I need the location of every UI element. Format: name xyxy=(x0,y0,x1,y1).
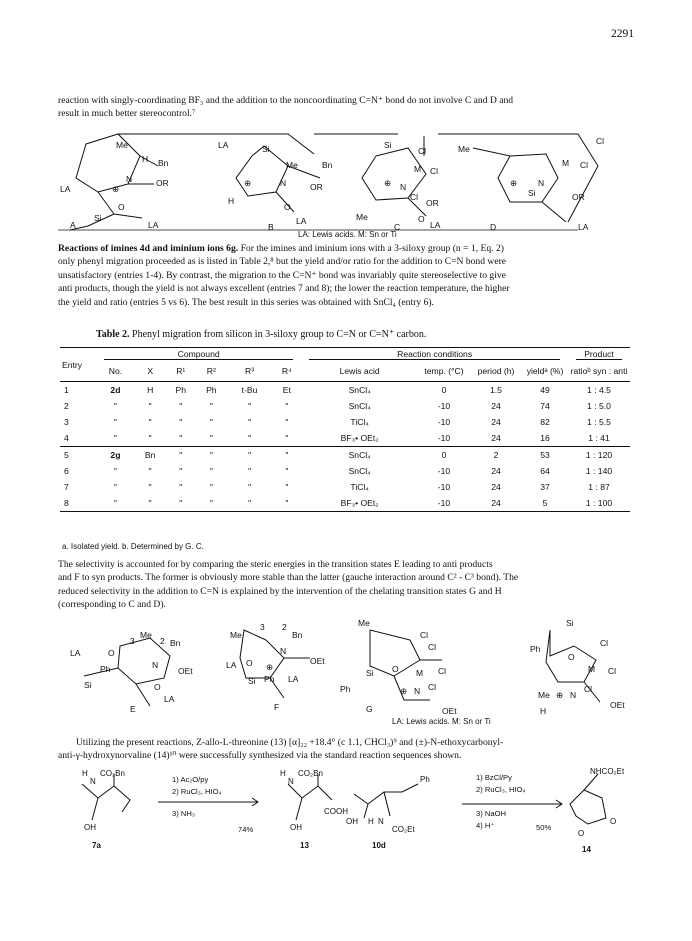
svg-text:OH: OH xyxy=(346,817,358,826)
table-cell: 7 xyxy=(64,482,69,492)
col-header-temp: temp. (°C) xyxy=(424,366,464,376)
svg-text:⊕: ⊕ xyxy=(384,178,392,188)
col-header-lewis-acid: Lewis acid xyxy=(339,366,380,376)
svg-text:Cl: Cl xyxy=(438,666,447,676)
svg-text:O: O xyxy=(108,648,115,658)
group-header-compound: Compound xyxy=(96,348,301,362)
svg-text:LA: LA xyxy=(70,648,81,658)
scheme2-legend: LA: Lewis acids. M: Sn or Ti xyxy=(392,717,491,726)
table-cell: SnCl₄ xyxy=(348,466,371,476)
svg-text:Cl: Cl xyxy=(608,666,617,676)
table-cell: 64 xyxy=(540,466,550,476)
svg-text:M: M xyxy=(416,668,424,678)
table-cell: ″ xyxy=(179,450,183,460)
table-cell: 3 xyxy=(64,417,69,427)
table-cell: 1 xyxy=(64,385,69,395)
text-line: result in much better stereocontrol.⁷ xyxy=(58,108,196,120)
table-cell: ″ xyxy=(148,498,152,508)
ratio-anti: 87 xyxy=(600,482,610,492)
step-text: 4) H⁺ xyxy=(476,821,495,830)
table-cell: 24 xyxy=(491,498,501,508)
compound-label-7a: 7a xyxy=(92,841,101,850)
svg-text:LA: LA xyxy=(578,222,589,232)
ratio-syn: 1 xyxy=(587,401,592,411)
svg-text:Cl: Cl xyxy=(410,192,419,202)
svg-text:O: O xyxy=(610,817,617,826)
table-cell-ratio xyxy=(568,463,630,479)
svg-text:OEt: OEt xyxy=(178,666,193,676)
ratio-separator: : xyxy=(591,401,599,411)
svg-text:Me: Me xyxy=(358,618,370,628)
step-text: 1) Ac₂O/py xyxy=(172,775,209,784)
ratio-syn: 1 xyxy=(588,433,594,443)
svg-text:H: H xyxy=(368,817,374,826)
table-cell: 82 xyxy=(540,417,550,427)
table-cell: 24 xyxy=(491,466,501,476)
table-cell: ″ xyxy=(285,466,289,476)
svg-text:Ph: Ph xyxy=(530,644,541,654)
ratio-separator: : xyxy=(593,433,601,443)
table-cell: 2 xyxy=(64,401,69,411)
text-line: only phenyl migration proceeded as is listed in Table 2,⁸ but the yield and/or ratio for the addition to C=N bond were xyxy=(58,256,507,268)
table-cell: -10 xyxy=(437,433,451,443)
page-number: 2291 xyxy=(611,28,634,40)
svg-text:Si: Si xyxy=(384,140,392,150)
table-cell: ″ xyxy=(285,433,289,443)
svg-text:Si: Si xyxy=(94,213,102,223)
svg-text:N: N xyxy=(570,690,577,700)
svg-text:Ph: Ph xyxy=(420,775,430,784)
ratio-anti: 120 xyxy=(597,450,613,460)
svg-text:H: H xyxy=(540,706,547,716)
svg-text:O: O xyxy=(284,202,291,212)
svg-text:Bn: Bn xyxy=(158,158,169,168)
step-text: 2) RuCl₃, HIO₄ xyxy=(172,787,222,796)
svg-text:N: N xyxy=(378,817,384,826)
svg-text:N: N xyxy=(152,660,159,670)
text-line: Utilizing the present reactions, Z-allo-L-threonine (13) [α]₂₂ +18.4° (c 1.1, CHCl₃)⁹ and (±)-N-ethoxycarbonyl- xyxy=(76,737,504,748)
step-text: 2) RuCl₃, HIO₄ xyxy=(476,785,526,794)
svg-text:OR: OR xyxy=(426,198,439,208)
table-cell: 0 xyxy=(441,385,447,395)
ratio-separator: : xyxy=(593,482,601,492)
step-text: 1) BzCl/Py xyxy=(476,773,512,782)
svg-text:Cl: Cl xyxy=(430,166,439,176)
table-cell: BF₃• OEt₂ xyxy=(340,498,379,508)
table-cell: ″ xyxy=(248,401,252,411)
table-cell: ″ xyxy=(209,466,213,476)
svg-text:Me: Me xyxy=(286,160,298,170)
svg-text:Cl: Cl xyxy=(418,146,427,156)
table-caption xyxy=(96,329,426,340)
table-cell: 0 xyxy=(441,450,447,460)
table-cell: ″ xyxy=(209,482,213,492)
text-line: reduced selectivity in the addition to C=N is explained by the intervention of the chelating transition states G and H xyxy=(58,585,502,597)
table-cell: Bn xyxy=(144,450,156,460)
svg-text:⊕: ⊕ xyxy=(556,690,564,700)
table-cell: ″ xyxy=(179,401,183,411)
svg-text:LA: LA xyxy=(148,220,159,230)
table-cell-ratio xyxy=(568,414,630,430)
svg-text:Si: Si xyxy=(262,144,270,154)
table-cell: Ph xyxy=(206,385,217,395)
svg-text:H: H xyxy=(142,154,149,164)
svg-text:N: N xyxy=(414,686,421,696)
ratio-separator: : xyxy=(590,466,598,476)
ratio-separator: : xyxy=(591,417,599,427)
text-line: unsatisfactory (entries 1-4). By contrast, the migration to the C=N⁺ bond was invariably quite stereoselective to give xyxy=(58,269,506,281)
svg-text:Cl: Cl xyxy=(428,642,437,652)
svg-text:COOH: COOH xyxy=(324,807,348,816)
table-cell: ″ xyxy=(248,466,252,476)
table-cell: SnCl₄ xyxy=(348,450,371,460)
svg-text:LA: LA xyxy=(296,216,307,226)
svg-text:CO₂Bn: CO₂Bn xyxy=(100,769,125,778)
svg-text:O: O xyxy=(418,214,425,224)
ratio-separator: : xyxy=(590,498,598,508)
table-cell: TiCl₄ xyxy=(350,417,369,427)
svg-text:OR: OR xyxy=(310,182,323,192)
svg-text:M: M xyxy=(562,158,570,168)
svg-text:LA: LA xyxy=(430,220,441,230)
table-cell: 4 xyxy=(64,433,69,443)
table-cell: ″ xyxy=(179,417,183,427)
table-cell: 2 xyxy=(493,450,499,460)
col-header-no: No. xyxy=(108,366,123,376)
table-cell-ratio xyxy=(568,430,630,447)
svg-text:⊕: ⊕ xyxy=(400,686,408,696)
table-cell: ″ xyxy=(179,433,183,443)
svg-text:OR: OR xyxy=(572,192,585,202)
table-cell: ″ xyxy=(148,482,152,492)
paragraph-selectivity xyxy=(58,558,632,612)
svg-text:N: N xyxy=(280,646,287,656)
col-header-entry: Entry xyxy=(62,359,83,370)
table-cell-ratio xyxy=(568,495,630,512)
ratio-syn: 1 xyxy=(588,482,594,492)
scheme-synthesis xyxy=(62,764,630,876)
compound-label-14: 14 xyxy=(582,845,591,854)
svg-text:LA: LA xyxy=(164,694,175,704)
table-cell: ″ xyxy=(113,417,117,427)
table-row xyxy=(60,398,630,414)
svg-text:N: N xyxy=(90,777,96,786)
table-cell-ratio xyxy=(568,447,630,464)
table-row xyxy=(60,479,630,495)
table-footnote: a. Isolated yield. b. Determined by G. C. xyxy=(62,542,204,551)
table-cell: ″ xyxy=(148,401,152,411)
table-cell: ″ xyxy=(113,466,117,476)
svg-text:Me: Me xyxy=(140,630,152,640)
table-cell: BF₃• OEt₂ xyxy=(340,433,379,443)
table-cell: ″ xyxy=(179,498,183,508)
svg-text:LA: LA xyxy=(226,660,237,670)
table-cell: ″ xyxy=(148,433,152,443)
table-cell: -10 xyxy=(437,466,451,476)
ratio-separator: : xyxy=(591,385,599,395)
svg-text:⊕: ⊕ xyxy=(266,662,274,672)
svg-text:LA: LA xyxy=(288,674,299,684)
table-cell: ″ xyxy=(248,482,252,492)
svg-text:N: N xyxy=(126,174,133,184)
table-cell-ratio xyxy=(568,382,630,399)
table-cell: 24 xyxy=(491,401,501,411)
yield-label: 50% xyxy=(536,823,552,832)
table-cell: ″ xyxy=(285,482,289,492)
paragraph-reactions xyxy=(58,242,632,309)
table-cell: ″ xyxy=(248,433,252,443)
col-header-ratio: ratioᵇ syn : anti xyxy=(570,366,628,376)
table-cell: 5 xyxy=(64,450,69,460)
table-row xyxy=(60,414,630,430)
svg-text:E: E xyxy=(130,704,136,714)
table-cell: ″ xyxy=(209,450,213,460)
text-line: reaction with singly-coordinating BF₃ and the addition to the noncoordinating C=N⁺ bond do not involve C and D and xyxy=(58,95,514,106)
table-cell: t-Bu xyxy=(241,385,258,395)
svg-text:O: O xyxy=(246,658,253,668)
svg-text:OEt: OEt xyxy=(442,706,457,716)
ratio-syn: 1 xyxy=(585,450,591,460)
svg-text:NHCO₂Et: NHCO₂Et xyxy=(590,767,625,776)
svg-text:M: M xyxy=(588,664,596,674)
col-header-r2: R² xyxy=(206,366,216,376)
svg-text:O: O xyxy=(578,829,585,838)
paragraph-synthesis xyxy=(58,736,632,763)
table-row xyxy=(60,382,630,399)
group-header-conditions: Reaction conditions xyxy=(301,348,568,362)
svg-text:N: N xyxy=(400,182,407,192)
text-line: anti-γ-hydroxynorvaline (14)¹⁰ were successfully synthesized via the standard reaction sequences shown. xyxy=(58,750,462,762)
table-row xyxy=(60,447,630,464)
svg-text:2: 2 xyxy=(282,622,287,632)
table-cell: ″ xyxy=(285,417,289,427)
svg-text:Ph: Ph xyxy=(340,684,351,694)
svg-text:CO₂Bn: CO₂Bn xyxy=(298,769,323,778)
group-header-product: Product xyxy=(568,348,630,362)
svg-text:Ph: Ph xyxy=(264,674,275,684)
svg-text:N: N xyxy=(288,777,294,786)
table-cell: ″ xyxy=(148,466,152,476)
svg-text:⊕: ⊕ xyxy=(244,178,252,188)
svg-text:Si: Si xyxy=(248,676,256,686)
ratio-anti: 5.0 xyxy=(599,401,611,411)
table-cell: ″ xyxy=(285,450,289,460)
ratio-syn: 1 xyxy=(585,498,591,508)
table-row xyxy=(60,430,630,447)
table-cell: ″ xyxy=(248,417,252,427)
svg-text:Cl: Cl xyxy=(420,630,429,640)
svg-text:D: D xyxy=(490,222,497,232)
compound-label-10d: 10d xyxy=(372,841,386,850)
results-table xyxy=(60,347,630,512)
svg-text:LA: LA xyxy=(218,140,229,150)
text-line: The selectivity is accounted for by comparing the steric energies in the transition states E leading to anti products xyxy=(58,559,493,570)
ratio-syn: 1 xyxy=(585,466,591,476)
table-cell: ″ xyxy=(113,401,117,411)
col-header-x: X xyxy=(147,366,154,376)
table-cell: ″ xyxy=(209,417,213,427)
svg-text:F: F xyxy=(274,702,280,712)
table-cell: ″ xyxy=(113,498,117,508)
svg-text:Cl: Cl xyxy=(596,136,605,146)
step-text: 3) NaOH xyxy=(476,809,506,818)
step-text: 3) NH₃ xyxy=(172,809,195,818)
table-cell: H xyxy=(147,385,154,395)
scheme1-legend: LA: Lewis acids. M: Sn or Ti xyxy=(298,230,397,238)
svg-text:2: 2 xyxy=(160,636,165,646)
table-cell: SnCl₄ xyxy=(348,401,371,411)
table-cell: ″ xyxy=(285,498,289,508)
svg-text:O: O xyxy=(392,664,399,674)
table-cell: -10 xyxy=(437,417,451,427)
table-cell: 24 xyxy=(491,482,501,492)
svg-text:M: M xyxy=(414,164,422,174)
table-cell: 16 xyxy=(540,433,550,443)
table-cell: 8 xyxy=(64,498,69,508)
scheme-transition-states-efgh xyxy=(70,616,630,726)
table-cell: 2d xyxy=(110,385,121,395)
svg-text:3: 3 xyxy=(130,636,135,646)
table-cell: 53 xyxy=(540,450,550,460)
col-header-r1: R¹ xyxy=(176,366,186,376)
table-row xyxy=(60,495,630,512)
ratio-syn: 1 xyxy=(587,417,592,427)
table-cell: ″ xyxy=(209,498,213,508)
svg-text:O: O xyxy=(568,652,575,662)
table-cell: ″ xyxy=(248,498,252,508)
svg-text:Cl: Cl xyxy=(584,684,593,694)
svg-text:C: C xyxy=(394,222,401,232)
svg-text:N: N xyxy=(538,178,545,188)
svg-text:OH: OH xyxy=(84,823,96,832)
table-cell: ″ xyxy=(148,417,152,427)
text-line: (corresponding to C and D). xyxy=(58,599,166,611)
table-row xyxy=(60,463,630,479)
svg-text:Cl: Cl xyxy=(428,682,437,692)
ratio-anti: 140 xyxy=(597,466,613,476)
svg-text:CO₂Et: CO₂Et xyxy=(392,825,415,834)
svg-text:Si: Si xyxy=(528,188,536,198)
svg-text:⊕: ⊕ xyxy=(112,184,120,194)
svg-text:H: H xyxy=(82,769,88,778)
table-cell: ″ xyxy=(113,433,117,443)
paragraph-intro xyxy=(58,94,632,121)
table-cell: 2g xyxy=(110,450,121,460)
svg-text:OEt: OEt xyxy=(310,656,325,666)
table-cell: ″ xyxy=(285,401,289,411)
table-cell: Ph xyxy=(175,385,187,395)
svg-text:Me: Me xyxy=(458,144,470,154)
table-cell: 37 xyxy=(540,482,550,492)
text-line: For the imines and iminium ions with a 3-siloxy group (n = 1, Eq. 2) xyxy=(240,243,504,254)
table-cell: -10 xyxy=(437,482,451,492)
svg-text:H: H xyxy=(228,196,235,206)
table-cell-ratio xyxy=(568,479,630,495)
svg-text:OH: OH xyxy=(290,823,302,832)
svg-text:Si: Si xyxy=(366,668,374,678)
svg-text:A: A xyxy=(70,220,76,230)
col-header-r3: R³ xyxy=(245,366,255,376)
svg-text:N: N xyxy=(280,178,287,188)
svg-text:Me: Me xyxy=(230,630,242,640)
svg-text:Me: Me xyxy=(116,140,128,150)
svg-text:O: O xyxy=(118,202,125,212)
svg-text:Bn: Bn xyxy=(322,160,333,170)
table-cell: TiCl₄ xyxy=(350,482,369,492)
svg-text:Bn: Bn xyxy=(170,638,181,648)
compound-label-13: 13 xyxy=(300,841,309,850)
table-cell: 6 xyxy=(64,466,69,476)
table-cell: 24 xyxy=(491,417,501,427)
table-cell: ″ xyxy=(209,401,213,411)
table-cell-ratio xyxy=(568,398,630,414)
table-cell: -10 xyxy=(437,401,451,411)
svg-text:Me: Me xyxy=(538,690,550,700)
table-caption-text: Phenyl migration from silicon in 3-siloxy group to C=N or C=N⁺ carbon. xyxy=(132,329,427,340)
col-header-period: period (h) xyxy=(477,366,515,376)
yield-label: 74% xyxy=(238,825,254,834)
ratio-anti: 100 xyxy=(597,498,613,508)
table-cell: ″ xyxy=(113,482,117,492)
svg-text:Si: Si xyxy=(566,618,574,628)
svg-text:Cl: Cl xyxy=(600,638,609,648)
svg-text:O: O xyxy=(154,682,161,692)
table-cell: -10 xyxy=(437,498,451,508)
table-cell: ″ xyxy=(179,466,183,476)
text-line: and F to syn products. The former is obviously more stable than the latter (gauche interaction around C² - C³ bond). The xyxy=(58,572,519,584)
svg-text:⊕: ⊕ xyxy=(510,178,518,188)
svg-text:B: B xyxy=(268,222,274,232)
svg-text:G: G xyxy=(366,704,373,714)
table-cell: Et xyxy=(282,385,291,395)
svg-text:H: H xyxy=(280,769,286,778)
table-cell: 1.5 xyxy=(490,385,502,395)
table-cell: ″ xyxy=(248,450,252,460)
svg-text:3: 3 xyxy=(260,622,265,632)
table-cell: ″ xyxy=(209,433,213,443)
table-cell: 74 xyxy=(540,401,550,411)
svg-text:Si: Si xyxy=(84,680,92,690)
table-caption-label: Table 2. xyxy=(96,329,130,340)
table-cell: SnCl₄ xyxy=(348,385,371,395)
table-cell: 24 xyxy=(491,433,501,443)
scheme-transition-states-abcd xyxy=(58,126,638,238)
ratio-anti: 41 xyxy=(600,433,610,443)
svg-text:OEt: OEt xyxy=(610,700,625,710)
col-header-r4: R⁴ xyxy=(281,366,292,376)
ratio-anti: 5.5 xyxy=(599,417,611,427)
ratio-separator: : xyxy=(590,450,598,460)
text-line: anti products, though the yield is not always excellent (entries 7 and 8); the lower the reaction temperature, the higher xyxy=(58,283,510,295)
table-cell: ″ xyxy=(179,482,183,492)
svg-text:Cl: Cl xyxy=(580,160,589,170)
svg-text:OR: OR xyxy=(156,178,169,188)
text-line: the yield and ratio (entries 5 vs 6). The best result in this series was obtained with SnCl₄ (entry 6). xyxy=(58,296,434,308)
col-header-yield: yieldᵃ (%) xyxy=(526,366,564,376)
table-cell: 49 xyxy=(540,385,550,395)
ratio-anti: 4.5 xyxy=(599,385,611,395)
svg-text:Ph: Ph xyxy=(100,664,111,674)
ratio-syn: 1 xyxy=(587,385,592,395)
svg-text:LA: LA xyxy=(60,184,71,194)
svg-text:Bn: Bn xyxy=(292,630,303,640)
section-heading: Reactions of imines 4d and iminium ions 6g. xyxy=(58,243,239,254)
table-cell: 5 xyxy=(542,498,548,508)
svg-text:Me: Me xyxy=(356,212,368,222)
